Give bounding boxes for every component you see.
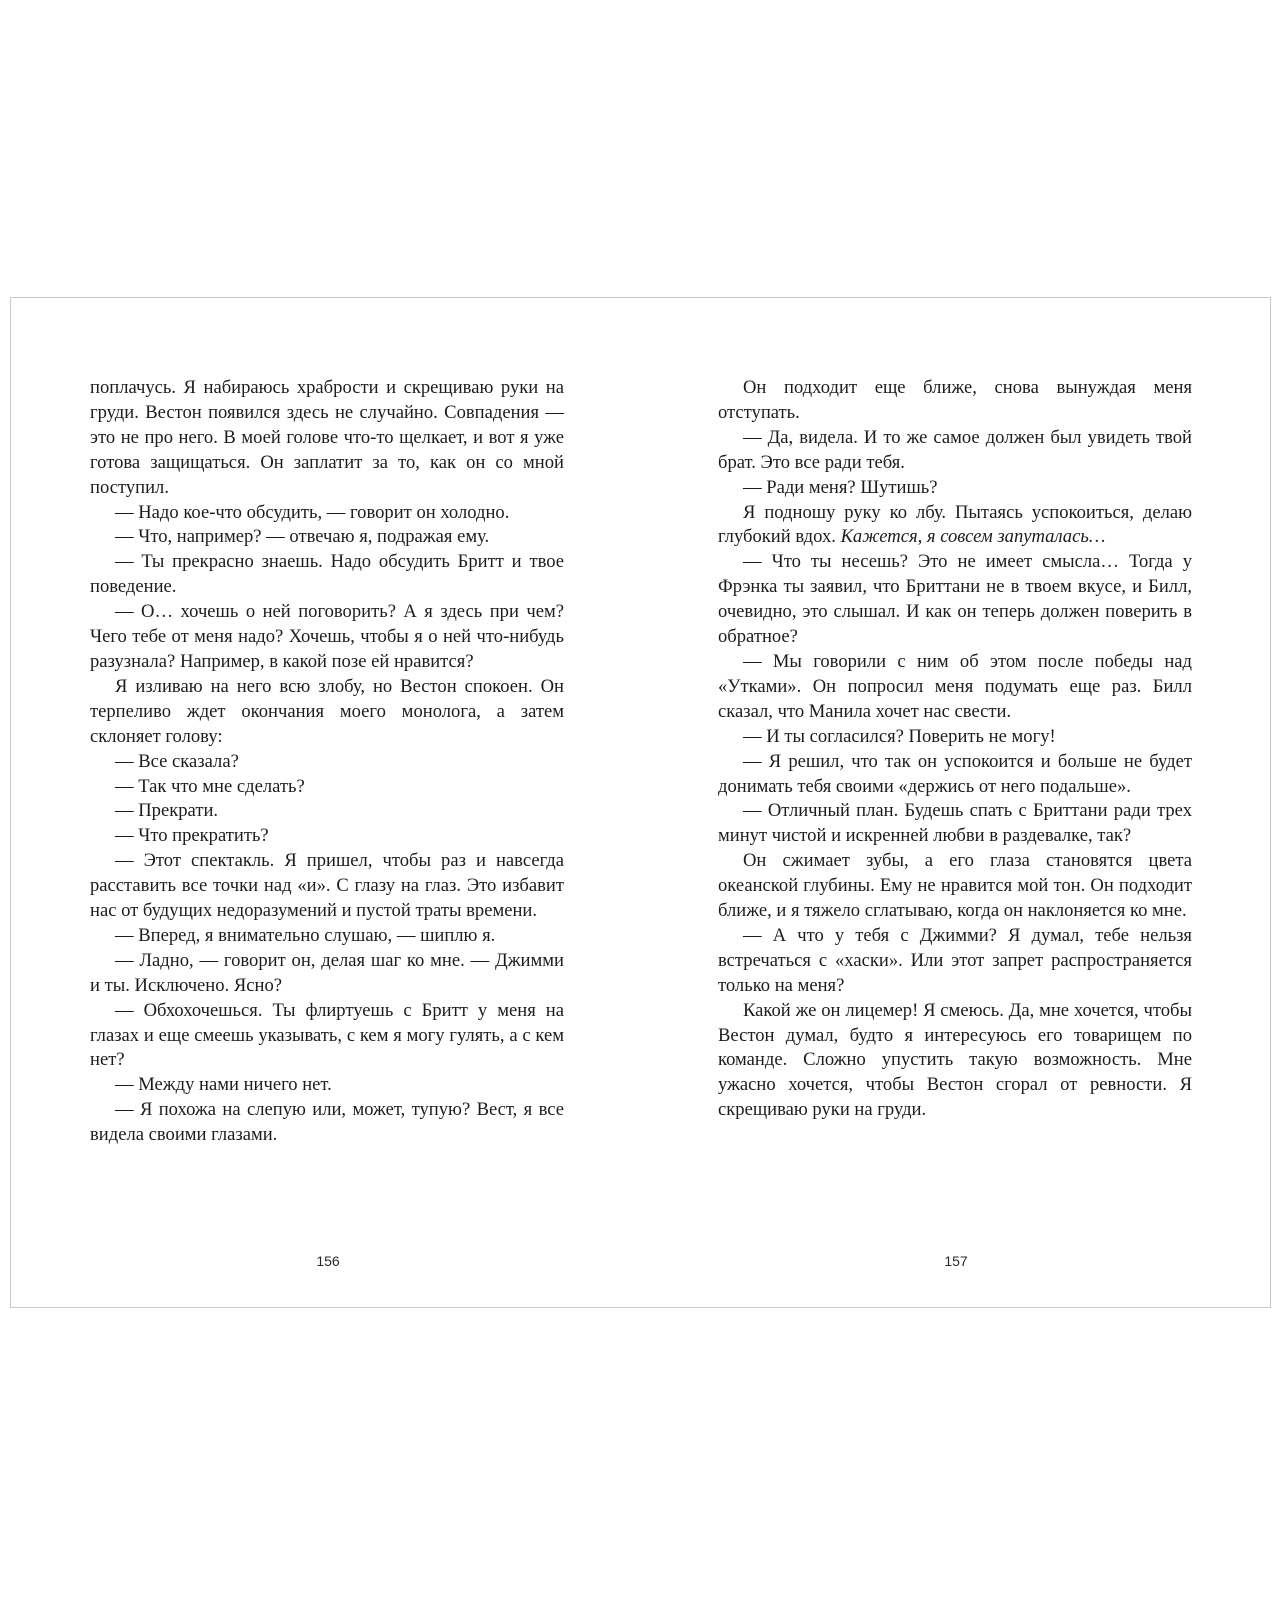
page-number-right: 157 <box>944 1253 968 1269</box>
left-page-text <box>90 376 564 1148</box>
paragraph: — Я решил, что так он успокоится и больше не будет донимать тебя своими «держись от него подальше». <box>718 750 1192 797</box>
book-spread <box>10 297 1271 1308</box>
right-page-text <box>718 376 1192 1123</box>
paragraph: — Да, видела. И то же самое должен был увидеть твой брат. Это все ради тебя. <box>718 426 1192 473</box>
paragraph: — Что, например? — отвечаю я, подражая ему. <box>115 526 490 548</box>
paragraph: — Я похожа на слепую или, может, тупую? Вест, я все видела своими глазами. <box>90 1099 564 1146</box>
paragraph: — Ладно, — говорит он, делая шаг ко мне. — Джимми и ты. Исключено. Ясно? <box>90 949 564 996</box>
paragraph: — Этот спектакль. Я пришел, чтобы раз и навсегда расставить все точки над «и». С глазу на глаз. Это избавит нас от будущих недоразумений и пустой траты времени. <box>90 850 564 922</box>
paragraph: — Между нами ничего нет. <box>115 1074 332 1096</box>
paragraph: — Прекрати. <box>115 800 219 822</box>
paragraph: — Что прекратить? <box>115 825 269 847</box>
paragraph: — Обхохочешься. Ты флиртуешь с Бритт у меня на глазах и еще смеешь указывать, с кем я могу гулять, а с кем нет? <box>90 999 564 1071</box>
paragraph: Я изливаю на него всю злобу, но Вестон спокоен. Он терпеливо ждет окончания моего монолога, а затем склоняет голову: <box>90 675 564 747</box>
right-page <box>718 376 1192 1123</box>
paragraph: — Вперед, я внимательно слушаю, — шиплю я. <box>115 924 496 946</box>
paragraph <box>718 501 1192 551</box>
paragraph: — Надо кое-что обсудить, — говорит он холодно. <box>115 501 510 523</box>
paragraph: — А что у тебя с Джимми? Я думал, тебе нельзя встречаться с «хаски». Или этот запрет распространяется только на меня? <box>718 924 1192 996</box>
paragraph: поплачусь. Я набираюсь храбрости и скрещиваю руки на груди. Вестон появился здесь не случайно. Совпадения — это не про него. В моей голове что-то щелкает, и вот я уже готова защищаться. Он заплатит за то, как он со мной поступил. <box>90 377 564 498</box>
page-number-left: 156 <box>316 1253 340 1269</box>
paragraph: — Так что мне сделать? <box>115 775 305 797</box>
paragraph: — О… хочешь о ней поговорить? А я здесь при чем? Чего тебе от меня надо? Хочешь, чтобы я о ней что-нибудь разузнала? Например, в какой позе ей нравится? <box>90 601 564 672</box>
italic-thought: Кажется, я совсем запуталась… <box>840 526 1106 548</box>
paragraph: — Что ты несешь? Это не имеет смысла… Тогда у Фрэнка ты заявил, что Бриттани не в твоем вкусе, и Билл, очевидно, это слышал. И как он теперь должен поверить в обратное? <box>718 551 1192 648</box>
paragraph: — Все сказала? <box>115 750 239 772</box>
paragraph: — Ты прекрасно знаешь. Надо обсудить Бритт и твое поведение. <box>90 551 564 598</box>
paragraph: — И ты согласился? Поверить не могу! <box>743 725 1056 747</box>
paragraph: — Ради меня? Шутишь? <box>743 476 938 498</box>
paragraph: Какой же он лицемер! Я смеюсь. Да, мне хочется, чтобы Вестон думал, будто я интересуюсь его товарищем по команде. Сложно упустить такую возможность. Мне ужасно хочется, чтобы Вестон сгорал от ревности. Я скрещиваю руки на груди. <box>718 999 1192 1121</box>
paragraph: — Мы говорили с ним об этом после победы над «Утками». Он попросил меня подумать еще раз. Билл сказал, что Манила хочет нас свести. <box>718 650 1192 722</box>
paragraph: Он подходит еще ближе, снова вынуждая меня отступать. <box>718 377 1192 423</box>
paragraph: — Отличный план. Будешь спать с Бриттани ради трех минут чистой и искренней любви в раздевалке, так? <box>718 800 1192 847</box>
paragraph: Он сжимает зубы, а его глаза становятся цвета океанской глубины. Ему не нравится мой тон. Он подходит ближе, и я тяжело сглатываю, когда он наклоняется ко мне. <box>718 850 1192 922</box>
left-page <box>90 376 564 1148</box>
paragraph-text: Я подношу руку ко лбу. Пытаясь успокоиться, делаю глубокий вдох. <box>718 501 1192 548</box>
